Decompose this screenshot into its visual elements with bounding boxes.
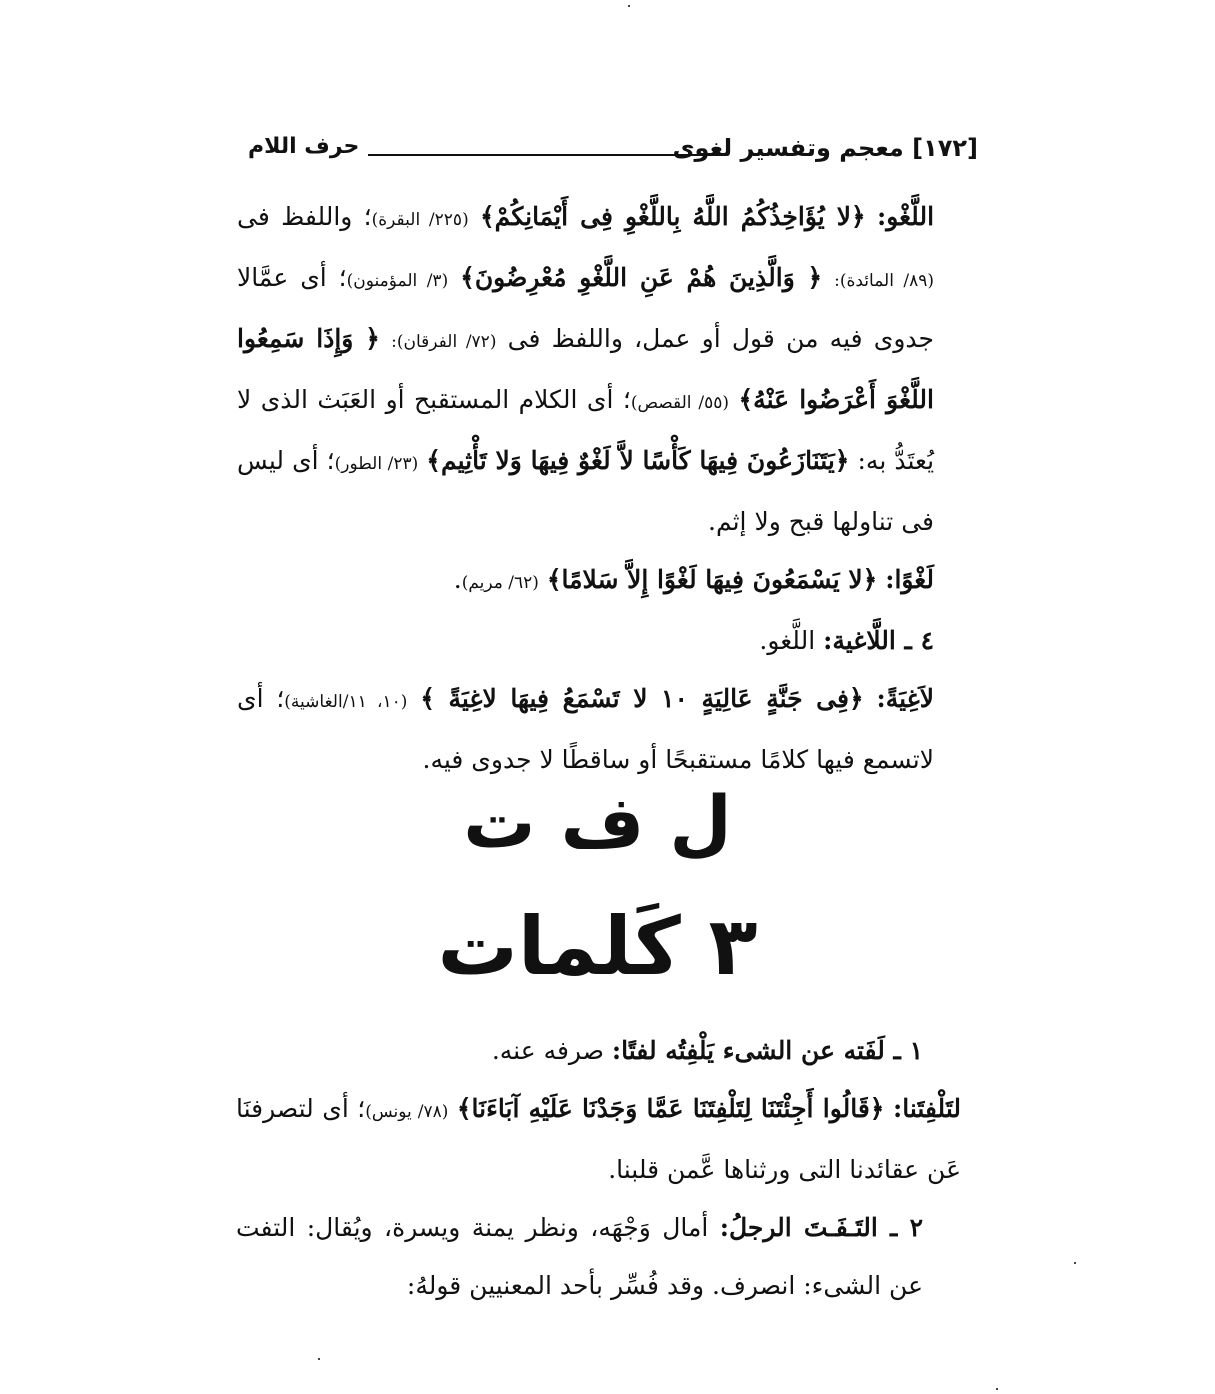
scan-speck (318, 1358, 320, 1360)
verse-reference: (١٠، ١١/الغاشية) (284, 692, 408, 712)
entry-head: ٢ ـ التَـفَـتَ الرجلُ: (719, 1213, 923, 1242)
entry-text: ؛ أى الكلام المستقبح أو العَبَث الذى لا يُعتَدُّ به: (237, 385, 935, 475)
entry-head: ١ ـ لَفَته عن الشىء يَلْفِتُه لفتًا: (611, 1036, 923, 1065)
entry-laghia (237, 670, 972, 789)
entry-iltafata (236, 1199, 961, 1315)
root-letters-heading: ل ف ت (463, 780, 732, 864)
entries-bottom (236, 1022, 961, 1315)
entry-head: اللَّغْو: (876, 202, 935, 231)
quran-verse: ﴿ وَالَّذِينَ هُمْ عَنِ اللَّغْوِ مُعْرِضُونَ﴾ (460, 263, 823, 292)
entry-laghw (237, 188, 972, 551)
quran-verse: ﴿ وَإِذَا سَمِعُوا اللَّغْوَ أَعْرَضُوا عَنْهُ﴾ (237, 324, 934, 414)
quran-verse: ﴿قَالُوا أَجِئْتَنَا لِتَلْفِتَنَا عَمَّا وَجَدْنَا عَلَيْهِ آبَاءَنَا﴾ (456, 1094, 885, 1123)
verse-reference: (٥٥/ القصص) (630, 393, 730, 413)
entry-text: صرفه عنه. (491, 1036, 604, 1065)
entry-lafatahu (236, 1022, 961, 1080)
page-number-and-book-title: [١٧٢] معجم وتفسير لغوى (672, 134, 978, 162)
quran-verse: ﴿لا يُؤَاخِذُكُمُ اللَّهُ بِاللَّغْوِ فِى أَيْمَانِكُمْ﴾ (480, 202, 866, 231)
entry-text: ؛ واللفظ فى (237, 202, 372, 231)
entry-litalfitana (236, 1080, 961, 1199)
entry-text: ؛ أى لتصرفنَا عَن عقائدنا التى ورثناها عَّمن قلبنا. (236, 1094, 961, 1184)
entry-head: لتَلْفِتَنا: (892, 1094, 961, 1123)
entry-head: ٤ ـ اللَّاغية: (823, 626, 934, 655)
entry-text: ؛ أى عمَّالا جدوى فيه من قول أو عمل، واللفظ فى (237, 263, 934, 353)
entry-laghwan (237, 551, 972, 612)
scan-speck (996, 1388, 998, 1390)
verse-reference: (٦٢/ مريم) (461, 573, 539, 593)
running-header (248, 134, 978, 174)
entry-text: ؛ أى ليس فى تناولها قبح ولا إثم. (237, 446, 934, 536)
quran-verse: ﴿لا يَسْمَعُونَ فِيهَا لَغْوًا إِلاَّ سَلامًا﴾ (546, 565, 878, 594)
entry-text: أمال وَجْهَه، ونظر يمنة ويسرة، ويُقال: التفت عن الشىء: انصرف. وقد فُسِّر بأحد المعنيين قولهُ: (236, 1213, 923, 1300)
entries-top (237, 188, 972, 789)
section-title: حرف اللام (248, 134, 360, 159)
verse-reference: (٢٢٥/ البقرة) (371, 210, 469, 230)
scan-speck (1074, 1262, 1076, 1264)
word-count-heading: ٣ كَلمات (437, 900, 758, 993)
entry-text: اللَّغو. (759, 626, 816, 655)
verse-reference: (٨٩/ المائدة): (834, 271, 934, 291)
verse-reference: (٣/ المؤمنون) (346, 271, 449, 291)
verse-reference: (٢٣/ الطور) (334, 454, 419, 474)
entry-head: لَغْوًا: (885, 565, 934, 594)
verse-reference: (٧٨/ يونس) (365, 1102, 449, 1122)
verse-reference: (٧٢/ الفرقان): (391, 332, 497, 352)
header-rule (368, 154, 726, 156)
quran-verse: ﴿فِى جَنَّةٍ عَالِيَةٍ ١٠ لا تَسْمَعُ فِيهَا لاغِيَةً ﴾ (420, 684, 864, 713)
entry-allaghia (237, 612, 972, 670)
entry-text: ؛ أى لاتسمع فيها كلامًا مستقبحًا أو ساقطًا لا جدوى فيه. (237, 684, 934, 774)
entry-head: لاَغِيَةً: (876, 684, 934, 713)
entry-text: . (453, 565, 462, 594)
quran-verse: ﴿يَتَنَازَعُونَ فِيهَا كَأْسًا لاَّ لَغْوٌ فِيهَا وَلا تَأْثِيم﴾ (426, 446, 850, 475)
scan-speck (628, 5, 630, 7)
